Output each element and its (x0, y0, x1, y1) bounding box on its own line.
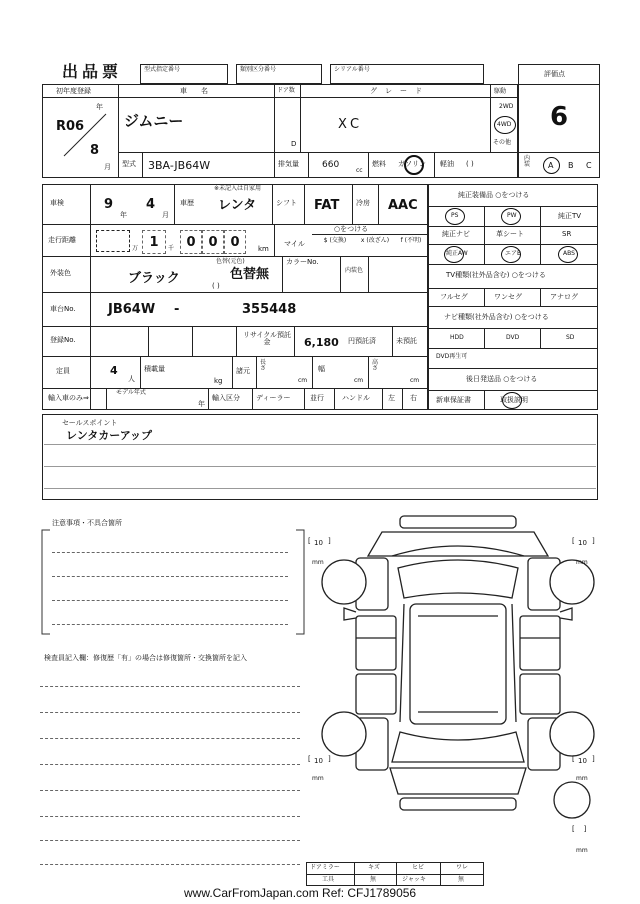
tv-analog: アナログ (550, 293, 578, 301)
fuel-other-paren: ( ) (466, 160, 474, 168)
inspection-label: 車検 (50, 199, 64, 207)
odo-tampered: x (改ざん) (360, 237, 390, 244)
chassis-label: 車台No. (50, 305, 76, 313)
cc-unit: cc (356, 167, 363, 174)
legend-scratch: キズ (368, 864, 380, 871)
legend-jack: ジャッキ (402, 876, 426, 883)
equip-pw-circle (501, 208, 521, 225)
car-name-value: ジムニー (124, 112, 184, 130)
mileage-digit-2: 1 (142, 230, 166, 254)
equip-airbag-circle (501, 246, 521, 263)
equip-header: 純正装備品 ○をつける (458, 191, 530, 199)
equip-aw: 純正AW (446, 250, 468, 257)
model-cert-label: 型式指定番号 (144, 66, 181, 73)
man-unit: 万 (132, 245, 139, 252)
later-header: 後日発送品 ○をつける (466, 375, 538, 383)
inspection-year: 9 (104, 197, 114, 212)
handle-label: ハンドル (342, 394, 370, 402)
load-label: 積載量 (144, 365, 165, 373)
tire-fr-unit: mm (576, 559, 588, 566)
equip-ps: PS (451, 212, 459, 219)
doors-label: ドア数 (277, 87, 295, 94)
model-label: 型式 (122, 160, 136, 168)
dvd-playback: DVD再生可 (436, 353, 468, 360)
history-value: レンタ (218, 198, 257, 213)
color-label: 外装色 (50, 269, 71, 277)
handle-left: 左 (388, 394, 395, 402)
legend-none1: 無 (370, 876, 377, 883)
odo-exchange: $ (交換) (323, 237, 347, 244)
score-label: 評価点 (544, 70, 565, 78)
equip-aw-circle (444, 246, 464, 263)
tire-fl-bracket: [ (308, 537, 311, 545)
model-year-unit: 年 (198, 400, 205, 408)
interior-grade-c: C (586, 161, 592, 170)
dealer-label: ディーラー (256, 394, 291, 402)
drive-2wd: 2WD (499, 103, 514, 110)
parallel-label: 並行 (310, 394, 324, 402)
tire-rr-unit: mm (576, 775, 588, 782)
equip-sr: SR (562, 230, 572, 238)
interior-a-circle (543, 157, 560, 174)
odometer-circle-note: ○をつける (334, 225, 369, 233)
car-damage-diagram (318, 512, 598, 820)
recycle-paid: 円預託済 (348, 337, 376, 345)
interior-grade-b: B (568, 161, 574, 170)
ac-value: AAC (388, 198, 418, 213)
equip-tv: 純正TV (558, 212, 582, 220)
footer-ref: www.CarFromJapan.com Ref: CFJ1789056 (184, 886, 417, 900)
mileage-label: 走行距離 (48, 236, 76, 244)
import-label: 輸入車のみ⇒ (48, 394, 89, 402)
displacement-label: 排気量 (278, 160, 299, 168)
reg-month: 8 (90, 143, 100, 158)
kg-unit: kg (214, 377, 223, 385)
recycle-value: 6,180 (304, 336, 339, 349)
capacity-label: 定員 (56, 367, 70, 375)
fuel-light-oil: 軽油 (440, 160, 454, 168)
capacity-value: 4 (110, 364, 118, 377)
inspection-year-unit: 年 (120, 211, 127, 219)
grade-label: グレード (370, 87, 430, 95)
history-label: 車歴 (180, 199, 194, 207)
tire-fl-depth: 10 (314, 539, 323, 547)
history-note: ※未記入は自家用 (214, 185, 262, 192)
width-label: 幅 (318, 365, 325, 373)
color-value: ブラック (128, 271, 180, 286)
drive-label: 駆動 (494, 88, 507, 95)
chassis-dash: - (174, 302, 180, 317)
int-color-label: 内装色 (344, 267, 363, 274)
displacement-value: 660 (322, 160, 340, 170)
door-type: D (291, 140, 297, 148)
reg-no-label: 登録No. (50, 336, 76, 344)
mileage-digit-5: 0 (224, 230, 246, 254)
car-name-label: 車名 (180, 87, 222, 95)
mile-label: マイル (284, 240, 305, 248)
equip-abs-circle (558, 246, 578, 263)
import-kubun-label: 輸入区分 (212, 394, 240, 402)
drive-4wd-circle (494, 116, 516, 134)
length-cm: cm (298, 377, 308, 384)
repaint-value: 色替無 (230, 267, 270, 282)
reg-year: R06 (56, 119, 85, 134)
tire-rl-depth: 10 (314, 757, 323, 765)
km-unit: km (258, 245, 269, 253)
form-title: 出品票 (62, 62, 123, 81)
shift-label: シフト (276, 199, 297, 207)
length-label: 長さ (260, 359, 267, 372)
navi-header: ナビ種類(社外品含む) ○をつける (444, 313, 549, 321)
class-label: 類別区分番号 (240, 66, 277, 73)
mileage-digit-0 (96, 230, 130, 252)
person-unit: 人 (128, 375, 135, 383)
equip-ps-circle (445, 208, 465, 225)
equip-airbag: エアB (505, 250, 522, 257)
tire-fr-depth: 10 (578, 539, 587, 547)
legend-crack2: ワレ (456, 864, 469, 871)
model-value: 3BA-JB64W (148, 159, 211, 172)
serial-label: シリアル番号 (334, 66, 370, 73)
sales-text: レンタカーアップ (66, 429, 152, 442)
chassis-prefix: JB64W (108, 302, 156, 317)
equip-leather: 革シート (496, 230, 524, 238)
tv-fullseg: フルセグ (440, 293, 468, 301)
legend-none2: 無 (458, 876, 465, 883)
fuel-gasoline-circle (404, 155, 424, 175)
inspector-label: 検査員記入欄：修復歴「有」の場合は修復箇所・交換箇所を記入 (44, 654, 247, 662)
recycle-unpaid: 未預託 (396, 337, 417, 345)
tire-rl-unit: mm (312, 775, 324, 782)
equip-abs: ABS (563, 250, 575, 257)
grade-value: XC (338, 117, 364, 132)
navi-dvd: DVD (506, 334, 520, 341)
month-unit: 月 (104, 163, 111, 171)
vehicle-detail-block (42, 184, 428, 410)
fuel-label: 燃料 (372, 160, 386, 168)
sales-label: セールスポイント (62, 419, 118, 427)
interior-grade-a: A (548, 161, 554, 170)
date-slash (60, 110, 110, 160)
mileage-digit-3: 0 (180, 230, 202, 254)
legend-crack: ヒビ (412, 864, 425, 871)
tv-header: TV種類(社外品含む) ○をつける (446, 271, 546, 279)
drive-4wd: 4WD (497, 121, 512, 128)
legend-door-mirror: ドアミラー (310, 864, 340, 871)
interior-label: 内装 (524, 155, 531, 168)
tire-rr-depth: 10 (578, 757, 587, 765)
legend-tool: 工具 (322, 876, 335, 883)
equip-navi: 純正ナビ (442, 230, 470, 238)
score-value: 6 (550, 102, 569, 132)
mileage-digit-4: 0 (202, 230, 224, 254)
later-manual-circle (502, 392, 522, 409)
drive-other: その他 (493, 139, 512, 146)
handle-right: 右 (410, 394, 417, 402)
model-year-label: モデル年式 (116, 389, 146, 396)
fuel-gasoline: ガソリン (398, 160, 426, 168)
shift-value: FAT (314, 198, 340, 213)
inspection-month-unit: 月 (162, 211, 169, 219)
ac-label: 冷房 (356, 199, 370, 207)
tire-spare-unit: mm (576, 847, 588, 854)
notes-label: 注意事項・不具合箇所 (52, 519, 122, 527)
dims-label: 諸元 (236, 367, 250, 375)
sen-unit: 千 (168, 245, 175, 252)
first-reg-label: 初年度登録 (56, 87, 91, 95)
later-warranty: 新車保証書 (436, 396, 471, 404)
height-cm: cm (410, 377, 420, 384)
inspection-month: 4 (146, 197, 156, 212)
later-manual: 取扱説明 (500, 396, 528, 404)
navi-sd: SD (566, 334, 575, 341)
width-cm: cm (354, 377, 364, 384)
notes-bracket (40, 526, 306, 638)
equip-pw: PW (507, 212, 517, 219)
year-unit: 年 (96, 103, 103, 111)
recycle-label: リサイクル預託金 (242, 331, 292, 346)
navi-hdd: HDD (450, 334, 464, 341)
tv-oneseg: ワンセグ (494, 293, 522, 301)
color-no-label: カラーNo. (286, 258, 319, 266)
chassis-number: 355448 (242, 302, 297, 317)
tire-fl-unit: mm (312, 559, 324, 566)
repaint-label: 色替(元色) (216, 258, 245, 265)
repaint-paren: ( ) (212, 282, 220, 290)
odo-unknown: f (不明) (400, 237, 422, 244)
height-label: 高さ (372, 359, 379, 372)
